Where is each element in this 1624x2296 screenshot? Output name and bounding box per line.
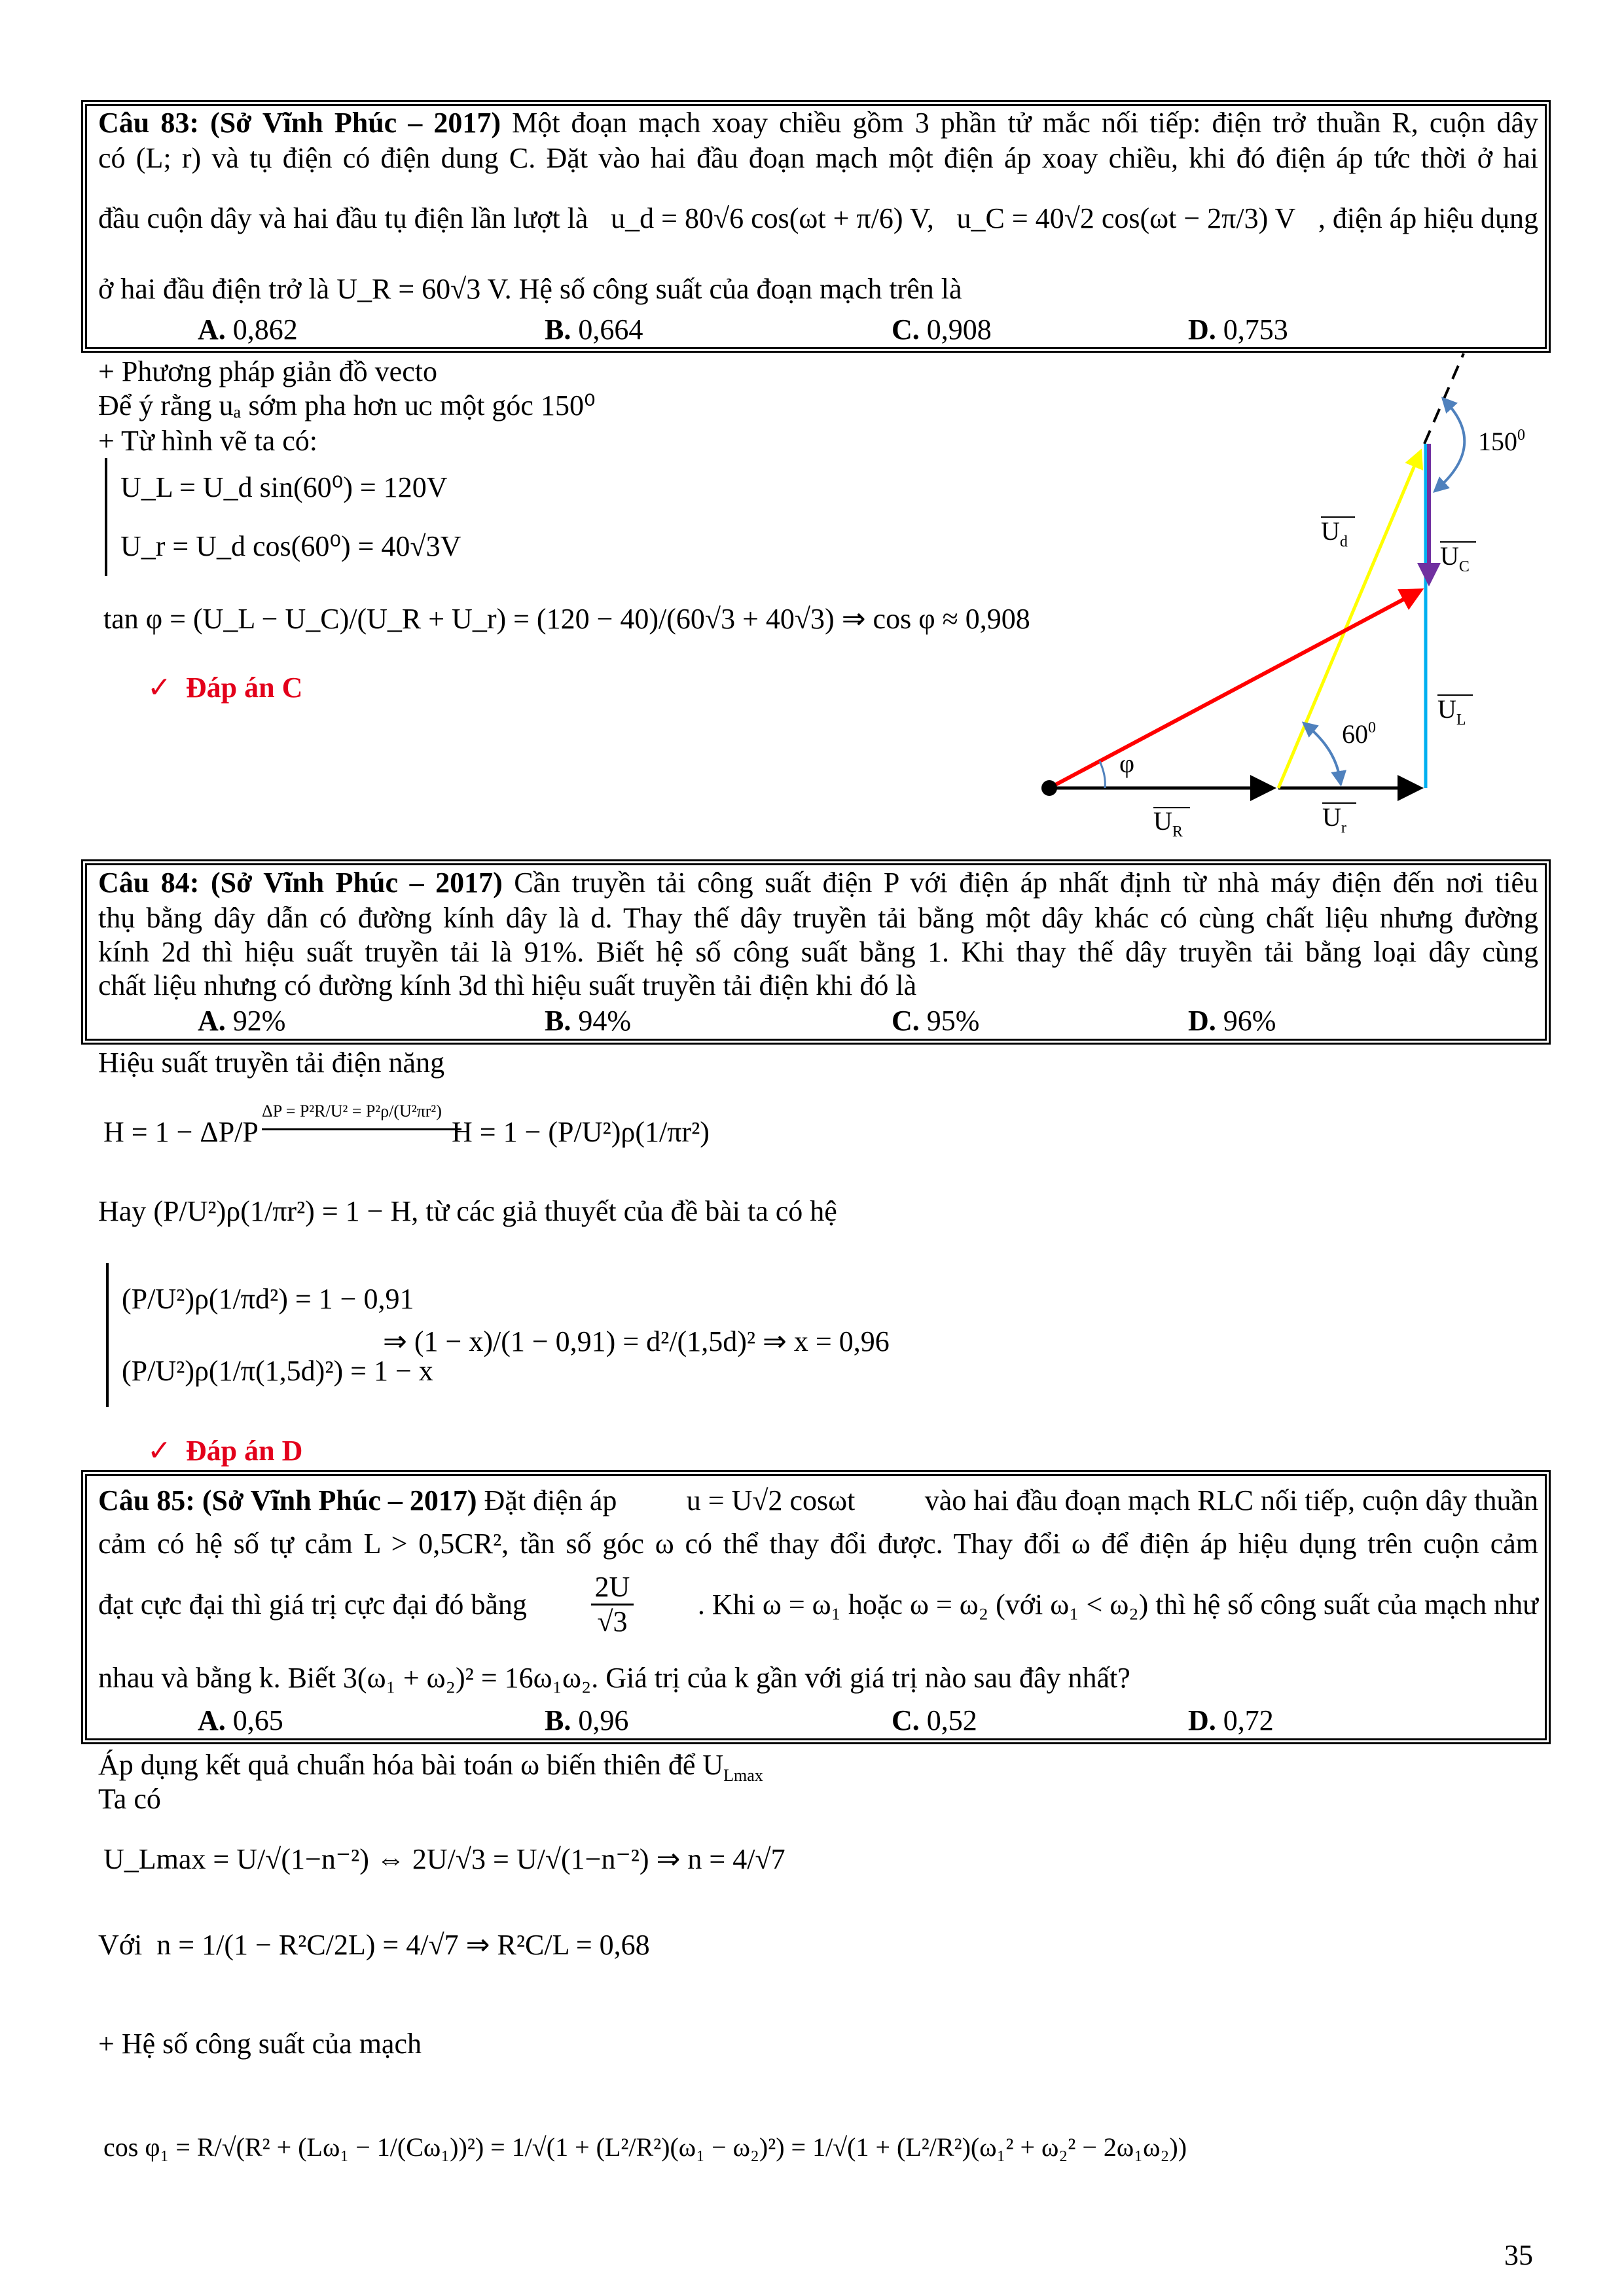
q83-option-b[interactable]: B. 0,664 bbox=[545, 314, 643, 346]
origin-point bbox=[1041, 780, 1057, 796]
q85-option-a[interactable]: A. 0,65 bbox=[198, 1704, 283, 1736]
check-icon: ✓ bbox=[147, 1435, 171, 1467]
check-icon: ✓ bbox=[147, 672, 171, 704]
q85-option-b[interactable]: B. 0,96 bbox=[545, 1704, 629, 1736]
q83-line3: đầu cuộn dây và hai đầu tụ điện lần lượt là u_d = 80√6 cos(ωt + π/6) V, u_C = 40√2 cos(ωt − 2π/3) V , điện áp hiệu dụng bbox=[98, 202, 1538, 234]
q83-line4: ở hai đầu điện trở là U_R = 60√3 V. Hệ số công suất của đoạn mạch trên là bbox=[98, 273, 962, 305]
sol84-answer: ✓ Đáp án D bbox=[147, 1435, 303, 1467]
sol84-h1: H = 1 − ΔP/P bbox=[103, 1116, 259, 1148]
sol83-system: U_L = U_d sin(60⁰) = 120V U_r = U_d cos(60⁰) = 40√3V bbox=[105, 458, 461, 576]
angle-150-arc bbox=[1439, 403, 1464, 488]
q84-line1: Câu 84: (Sở Vĩnh Phúc – 2017) Cần truyền tải công suất điện P với điện áp nhất định từ nhà máy điện đến nơi tiêu bbox=[98, 867, 1539, 899]
q84-line2: thụ bằng dây dẫn có đường kính dây là d. Thay thế dây truyền tải bằng một dây khác có cùng chất liệu nhưng đường bbox=[98, 902, 1538, 934]
sol85-eq-c: cos φ₁ = R/√(R² + (Lω₁ − 1/(Cω₁))²) = 1/√(1 + (L²/R²)(ω₁ − ω₂)²) = 1/√(1 + (L²/R²)(ω₁² + ω₂² − 2ω₁ω₂)) bbox=[103, 2132, 1187, 2162]
q83-line1: Câu 83: (Sở Vĩnh Phúc – 2017) Một đoạn mạch xoay chiều gồm 3 phần tử mắc nối tiếp: điện trở thuần R, cuộn dây bbox=[98, 107, 1538, 139]
sol84-arrow-condition: ΔP = P²R/U² = P²ρ/(U²πr²) bbox=[262, 1094, 461, 1130]
q84-line4: chất liệu nhưng có đường kính 3d thì hiệu suất truyền tải điện khi đó là bbox=[98, 969, 917, 1001]
q83-line2: có (L; r) và tụ điện có điện dung C. Đặt vào hai đầu đoạn mạch một điện áp xoay chiều, khi đó điện áp tức thời ở hai bbox=[98, 142, 1538, 174]
q85-option-c[interactable]: C. 0,52 bbox=[892, 1704, 977, 1736]
sol85-line2: Ta có bbox=[98, 1783, 161, 1815]
label-phi: φ bbox=[1119, 749, 1135, 778]
phasor-diagram bbox=[1015, 340, 1551, 840]
sol84-result: ⇒ (1 − x)/(1 − 0,91) = d²/(1,5d)² ⇒ x = 0,96 bbox=[383, 1325, 890, 1357]
label-ul: $U_L$ bbox=[1437, 694, 1466, 728]
sol83-line2: Để ý rằng uₐ sớm pha hơn uᴄ một góc 150⁰ bbox=[98, 389, 596, 422]
dashed-extension-line bbox=[1424, 353, 1464, 444]
sol85-line3: + Hệ số công suất của mạch bbox=[98, 2028, 422, 2060]
label-ur: $U_r$ bbox=[1322, 802, 1346, 836]
label-uc: $U_C$ bbox=[1440, 541, 1470, 575]
q85-option-d[interactable]: D. 0,72 bbox=[1188, 1704, 1274, 1736]
sol83-tan: tan φ = (U_L − U_C)/(U_R + U_r) = (120 − 40)/(60√3 + 40√3) ⇒ cos φ ≈ 0,908 bbox=[103, 603, 1030, 635]
q85-line4: nhau và bằng k. Biết 3(ω₁ + ω₂)² = 16ω₁ω₂. Giá trị của k gần với giá trị nào sau đây nhất? bbox=[98, 1662, 1130, 1694]
sol84-h2: H = 1 − (P/U²)ρ(1/πr²) bbox=[452, 1116, 710, 1148]
sol83-answer: ✓ Đáp án C bbox=[147, 672, 303, 704]
label-ud: $U_d$ bbox=[1321, 516, 1348, 550]
q83-option-a[interactable]: A. 0,862 bbox=[198, 314, 298, 346]
q84-line3: kính 2d thì hiệu suất truyền tải là 91%. Biết hệ số công suất bằng 1. Khi thay thế dây truyền tải bằng loại dây cùng bbox=[98, 936, 1538, 968]
sol83-line1: + Phương pháp giản đồ vecto bbox=[98, 355, 437, 387]
q84-option-d[interactable]: D. 96% bbox=[1188, 1005, 1276, 1037]
sol84-hay: Hay (P/U²)ρ(1/πr²) = 1 − H, từ các giả thuyết của đề bài ta có hệ bbox=[98, 1195, 837, 1227]
sol85-eq-b: Với n = 1/(1 − R²C/2L) = 4/√7 ⇒ R²C/L = 0,68 bbox=[98, 1929, 650, 1961]
phi-angle-arc bbox=[1100, 761, 1105, 788]
label-150: $150^0$ bbox=[1478, 427, 1525, 456]
q83-option-d[interactable]: D. 0,753 bbox=[1188, 314, 1288, 346]
sol84-system: (P/U²)ρ(1/πd²) = 1 − 0,91 (P/U²)ρ(1/π(1,5d)²) = 1 − x bbox=[106, 1263, 433, 1407]
u-total-vector bbox=[1049, 590, 1420, 788]
page-number: 35 bbox=[1504, 2239, 1533, 2271]
q85-line2: cảm có hệ số tự cảm L > 0,5CR², tần số góc ω có thể thay đổi được. Thay đổi ω để điện áp hiệu dụng trên cuộn cảm bbox=[98, 1528, 1538, 1560]
q83-option-c[interactable]: C. 0,908 bbox=[892, 314, 992, 346]
q85-line1: Câu 85: (Sở Vĩnh Phúc – 2017) Đặt điện áp u = U√2 cosωt vào hai đầu đoạn mạch RLC nối tiếp, cuộn dây thuần bbox=[98, 1484, 1538, 1516]
q85-line3: đạt cực đại thì giá trị cực đại đó bằng 2U √3 . Khi ω = ω₁ hoặc ω = ω₂ (với ω₁ < ω₂) thì hệ số công suất của mạch như bbox=[98, 1571, 1538, 1638]
sol83-line3: + Từ hình vẽ ta có: bbox=[98, 425, 318, 457]
angle-60-arc bbox=[1308, 726, 1340, 779]
q84-option-c[interactable]: C. 95% bbox=[892, 1005, 980, 1037]
label-60: $60^0$ bbox=[1342, 719, 1376, 749]
sol85-line1: Áp dụng kết quả chuẩn hóa bài toán ω biến thiên để $U_{Lmax}$ bbox=[98, 1749, 763, 1785]
label-ur-big: $U_R$ bbox=[1153, 806, 1183, 840]
sol84-line1: Hiệu suất truyền tải điện năng bbox=[98, 1047, 445, 1079]
q84-option-a[interactable]: A. 92% bbox=[198, 1005, 286, 1037]
q84-option-b[interactable]: B. 94% bbox=[545, 1005, 632, 1037]
sol85-eq-a: U_Lmax = U/√(1−n⁻²) ⇔ 2U/√3 = U/√(1−n⁻²) ⇒ n = 4/√7 bbox=[103, 1843, 785, 1875]
